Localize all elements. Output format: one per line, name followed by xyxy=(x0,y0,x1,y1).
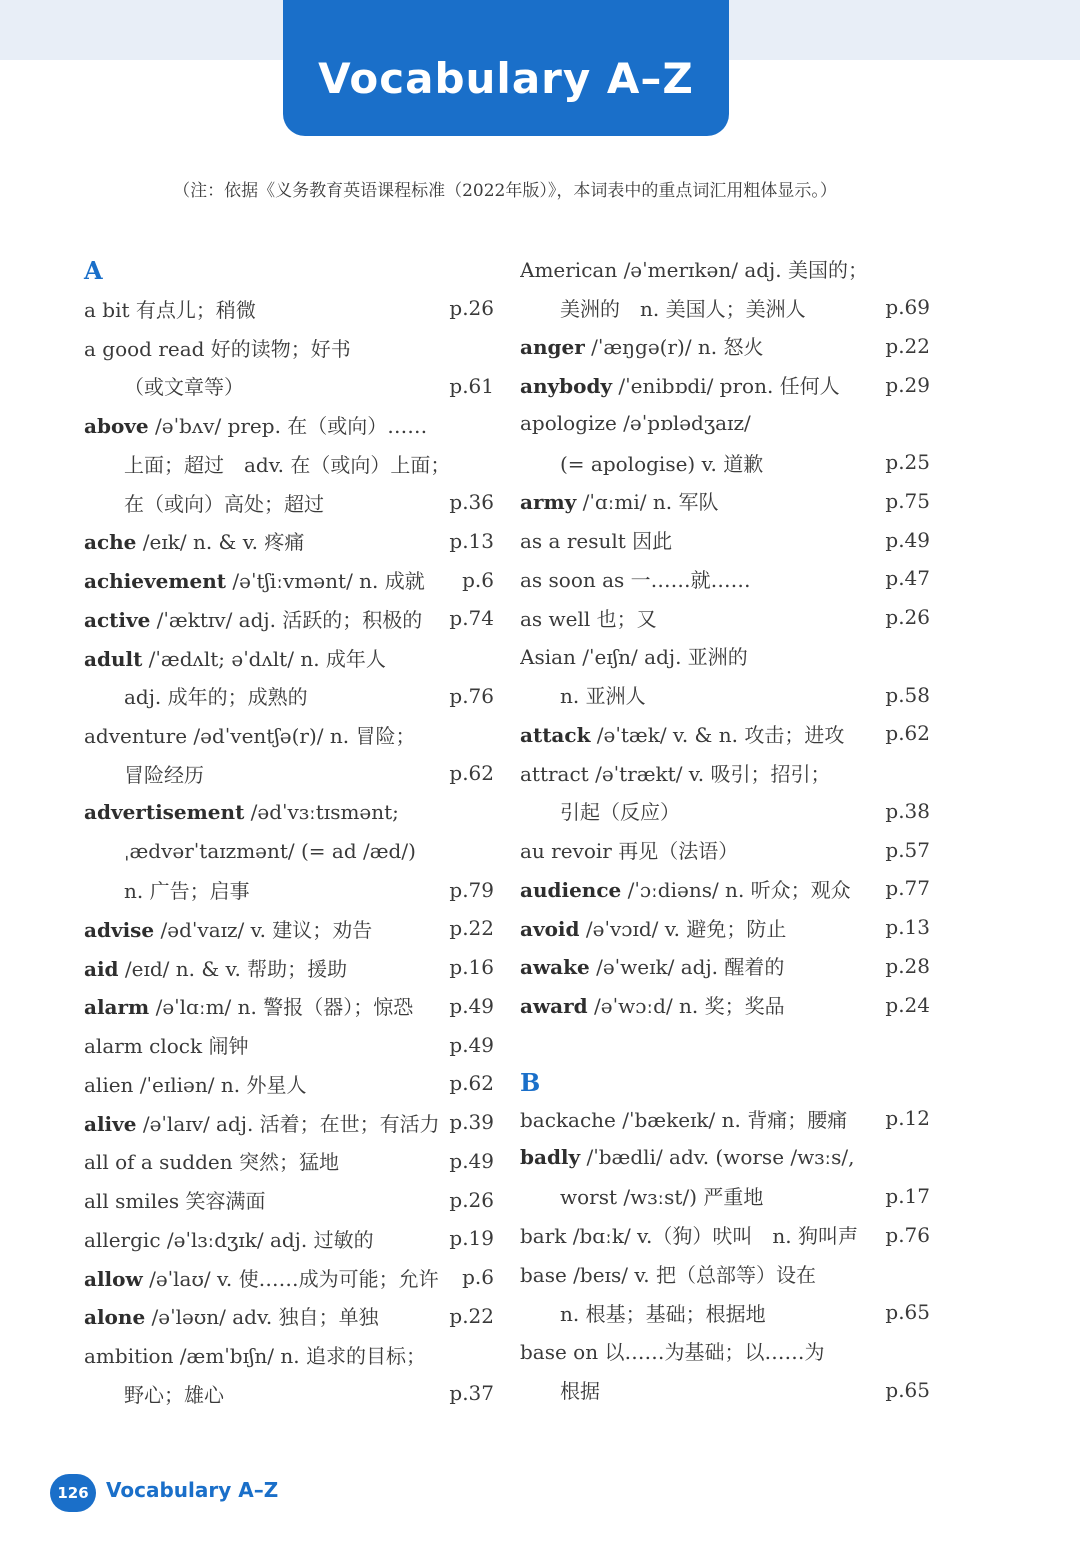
vocab-entry xyxy=(84,832,494,871)
entry-page-ref: p.6 xyxy=(462,567,494,592)
entry-page-ref: p.24 xyxy=(885,992,930,1017)
entry-page-ref: p.62 xyxy=(885,721,930,746)
entry-text xyxy=(84,1185,266,1214)
entry-definition: /əˈlaɪv/ adj. 活着；在世；有活力 xyxy=(136,1111,440,1136)
entry-text xyxy=(84,800,399,824)
vocab-entry xyxy=(84,1335,494,1374)
vocab-entry xyxy=(520,792,930,831)
vocab-entry xyxy=(520,365,930,404)
entry-page-ref: p.62 xyxy=(449,761,494,786)
entry-headword: awake xyxy=(520,955,590,980)
entry-definition: apologize /əˈpɒlədʒaɪz/ xyxy=(520,411,751,436)
entry-text xyxy=(520,680,646,709)
vocab-entry xyxy=(520,482,930,521)
entry-page-ref: p.58 xyxy=(885,682,930,707)
vocab-entry xyxy=(84,948,494,987)
entry-headword: anybody xyxy=(520,374,613,399)
entry-definition: 上面；超过 adv. 在（或向）上面； xyxy=(124,452,451,477)
vocab-entry xyxy=(520,559,930,598)
entry-page-ref: p.17 xyxy=(885,1183,930,1208)
entry-page-ref: p.28 xyxy=(885,953,930,978)
entry-definition: /ˈædʌlt; əˈdʌlt/ n. 成年人 xyxy=(142,646,386,671)
entry-definition: as a result 因此 xyxy=(520,529,673,554)
vocab-entry xyxy=(84,560,494,599)
entry-text xyxy=(84,604,422,633)
vocab-entry xyxy=(520,1332,930,1371)
entry-text xyxy=(84,759,204,788)
vocab-entry xyxy=(520,714,930,753)
vocab-entry xyxy=(84,677,494,716)
vocab-entry xyxy=(520,1370,930,1409)
entry-text xyxy=(84,371,244,400)
vocab-entry xyxy=(84,522,494,561)
entry-headword: avoid xyxy=(520,916,580,941)
vocab-entry xyxy=(84,870,494,909)
entry-definition: /əˈlɑːm/ n. 警报（器）；惊恐 xyxy=(149,995,414,1020)
vocab-entry xyxy=(520,753,930,792)
entry-page-ref: p.38 xyxy=(885,798,930,823)
entry-definition: all smiles 笑容满面 xyxy=(84,1189,266,1214)
vocab-entry xyxy=(84,987,494,1026)
entry-text xyxy=(520,525,672,554)
entry-text xyxy=(520,719,844,748)
vocab-entry xyxy=(84,909,494,948)
entry-definition: bark /bɑːk/ v.（狗）吠叫 n. 狗叫声 xyxy=(520,1224,858,1249)
entry-page-ref: p.16 xyxy=(449,955,494,980)
entry-headword: alarm xyxy=(84,995,150,1020)
entry-page-ref: p.6 xyxy=(462,1265,494,1290)
vocab-entry xyxy=(520,908,930,947)
entry-text xyxy=(520,874,851,903)
vocab-entry xyxy=(520,443,930,482)
vocab-entry xyxy=(520,1138,930,1177)
entry-definition: /eɪk/ n. & v. 疼痛 xyxy=(136,530,305,555)
entry-text xyxy=(84,526,304,555)
entry-definition: /əˈbʌv/ prep. 在（或向）…… xyxy=(148,414,428,439)
entry-definition: a bit 有点儿；稍微 xyxy=(84,297,256,322)
entry-definition: alarm clock 闹钟 xyxy=(84,1034,249,1059)
vocab-entry xyxy=(84,367,494,406)
entry-text xyxy=(84,410,427,439)
entry-definition: /əˈtæk/ v. & n. 攻击；进攻 xyxy=(590,722,845,747)
entry-text xyxy=(520,486,718,515)
entry-definition: allergic /əˈlɜːdʒɪk/ adj. 过敏的 xyxy=(84,1227,374,1252)
vocab-entry xyxy=(84,1180,494,1219)
vocab-entry xyxy=(520,637,930,676)
vocab-entry xyxy=(84,1064,494,1103)
vocab-entry xyxy=(84,1374,494,1413)
vocab-entry xyxy=(520,1293,930,1332)
entry-text xyxy=(84,333,351,362)
vocab-entry xyxy=(84,483,494,522)
entry-headword: adult xyxy=(84,646,143,671)
entry-text xyxy=(84,1263,439,1292)
entry-headword: ache xyxy=(84,530,137,555)
entry-page-ref: p.76 xyxy=(885,1222,930,1247)
entry-text xyxy=(520,370,840,399)
entry-definition: ambition /æmˈbɪʃn/ n. 追求的目标； xyxy=(84,1344,427,1369)
entry-definition: /əˈtʃiːvmənt/ n. 成就 xyxy=(226,569,425,594)
entry-definition: a good read 好的读物；好书 xyxy=(84,336,351,361)
entry-headword: alone xyxy=(84,1305,146,1330)
entry-definition: /ˈɔːdiəns/ n. 听众；观众 xyxy=(621,877,851,902)
entry-headword: alive xyxy=(84,1111,137,1136)
vocab-entry xyxy=(84,638,494,677)
entry-definition: American /əˈmerɪkən/ adj. 美国的； xyxy=(520,257,868,282)
entry-definition: /ˈbædli/ adv. (worse /wɜːs/, xyxy=(580,1145,855,1170)
entry-text xyxy=(84,914,372,943)
entry-text xyxy=(520,1375,600,1404)
entry-text xyxy=(84,991,413,1020)
vocab-entry xyxy=(520,598,930,637)
entry-text xyxy=(520,796,680,825)
entry-page-ref: p.26 xyxy=(449,296,494,321)
entry-text xyxy=(520,990,785,1019)
entry-definition: 引起（反应） xyxy=(560,800,680,825)
entry-page-ref: p.49 xyxy=(449,993,494,1018)
entry-text xyxy=(520,331,764,360)
entry-page-ref: p.22 xyxy=(449,916,494,941)
vocab-entry xyxy=(520,1177,930,1216)
entry-headword: above xyxy=(84,414,149,439)
entry-page-ref: p.62 xyxy=(449,1071,494,1096)
entry-page-ref: p.25 xyxy=(885,450,930,475)
entry-definition: n. 亚洲人 xyxy=(560,684,646,709)
entry-text xyxy=(84,1340,426,1369)
entry-definition: as soon as 一……就…… xyxy=(520,567,751,592)
entry-definition: /ˈæktɪv/ adj. 活跃的；积极的 xyxy=(150,607,423,632)
entry-page-ref: p.61 xyxy=(449,373,494,398)
entry-text xyxy=(84,1301,379,1330)
entry-definition: all of a sudden 突然；猛地 xyxy=(84,1150,339,1175)
entry-headword: audience xyxy=(520,877,622,902)
entry-text xyxy=(520,1298,766,1327)
vocab-entry xyxy=(520,675,930,714)
vocab-entry xyxy=(84,444,494,483)
entry-definition: /əˈvɔɪd/ v. 避免；防止 xyxy=(579,916,787,941)
vocab-entry xyxy=(84,599,494,638)
entry-page-ref: p.36 xyxy=(449,490,494,515)
vocab-entry xyxy=(520,830,930,869)
vocab-entry xyxy=(84,1103,494,1142)
vocab-entry xyxy=(520,249,930,288)
entry-text xyxy=(84,1224,374,1253)
entry-definition: worst /wɜːst/) 严重地 xyxy=(560,1185,764,1210)
entry-definition: au revoir 再见（法语） xyxy=(520,839,739,864)
vocab-entry xyxy=(84,754,494,793)
entry-definition: /əˈlaʊ/ v. 使……成为可能；允许 xyxy=(142,1266,439,1291)
entry-definition: adj. 成年的；成熟的 xyxy=(124,685,308,710)
entry-headword: anger xyxy=(520,335,585,360)
entry-text xyxy=(84,953,347,982)
entry-text xyxy=(520,254,868,283)
entry-text xyxy=(520,448,763,477)
entry-definition: base /beɪs/ v. 把（总部等）设在 xyxy=(520,1262,816,1287)
vocab-entry xyxy=(84,1219,494,1258)
entry-definition: /eɪd/ n. & v. 帮助；援助 xyxy=(118,956,348,981)
note-text: （注：依据《义务教育英语课程标准（2022年版）》，本词表中的重点词汇用粗体显示。） xyxy=(173,181,837,201)
entry-definition: alien /ˈeɪliən/ n. 外星人 xyxy=(84,1072,307,1097)
entry-definition: n. 广告；启事 xyxy=(124,879,250,904)
entry-definition: attract /əˈtrækt/ v. 吸引；招引； xyxy=(520,761,831,786)
page-title: Vocabulary A–Z xyxy=(318,53,694,103)
entry-text xyxy=(84,1030,248,1059)
entry-text xyxy=(520,1336,824,1365)
entry-page-ref: p.37 xyxy=(449,1381,494,1406)
entry-page-ref: p.12 xyxy=(885,1106,930,1131)
vocab-entry xyxy=(84,289,494,328)
entry-definition: 冒险经历 xyxy=(124,762,204,787)
vocab-entry xyxy=(84,328,494,367)
entry-headword: allow xyxy=(84,1266,143,1291)
vocab-entry xyxy=(520,869,930,908)
entry-page-ref: p.22 xyxy=(885,333,930,358)
vocab-entry xyxy=(84,793,494,832)
entry-page-ref: p.75 xyxy=(885,488,930,513)
entry-text xyxy=(84,1379,224,1408)
entry-text xyxy=(84,1069,306,1098)
entry-text xyxy=(520,603,657,632)
entry-page-ref: p.22 xyxy=(449,1303,494,1328)
entry-page-ref: p.13 xyxy=(449,528,494,553)
entry-definition: /ədˈvɜːtɪsmənt; xyxy=(244,800,399,825)
entry-text xyxy=(520,1220,858,1249)
entry-page-ref: p.57 xyxy=(885,837,930,862)
entry-text xyxy=(520,641,748,670)
entry-page-ref: p.74 xyxy=(449,606,494,631)
entry-definition: 美洲的 n. 美国人；美洲人 xyxy=(560,296,806,321)
vocab-entry xyxy=(84,1142,494,1181)
entry-definition: ˌædvərˈtaɪzmənt/ (= ad /æd/) xyxy=(124,838,416,863)
vocab-entry xyxy=(84,715,494,754)
entry-definition: /ˈenibɒdi/ pron. 任何人 xyxy=(612,374,840,399)
entry-page-ref: p.49 xyxy=(449,1032,494,1057)
entry-text xyxy=(520,564,751,593)
entry-text xyxy=(84,449,450,478)
entry-definition: /ˈæŋgə(r)/ n. 怒火 xyxy=(584,335,764,360)
entry-page-ref: p.49 xyxy=(885,527,930,552)
title-tab xyxy=(283,0,729,136)
entry-text xyxy=(84,839,416,863)
entry-definition: /əˈweɪk/ adj. 醒着的 xyxy=(589,955,785,980)
entry-definition: n. 根基；基础；根据地 xyxy=(560,1301,766,1326)
entry-page-ref: p.47 xyxy=(885,566,930,591)
entry-page-ref: p.79 xyxy=(449,877,494,902)
entry-definition: 根据 xyxy=(560,1379,600,1404)
vocab-entry xyxy=(84,1025,494,1064)
entry-definition: adventure /ədˈventʃə(r)/ n. 冒险； xyxy=(84,724,416,749)
entry-text xyxy=(520,1181,763,1210)
entry-headword: advertisement xyxy=(84,800,245,825)
vocab-entry xyxy=(520,1254,930,1293)
entry-definition: （或文章等） xyxy=(124,375,244,400)
entry-page-ref: p.29 xyxy=(885,372,930,397)
entry-text xyxy=(520,758,830,787)
entry-headword: aid xyxy=(84,956,119,981)
entry-definition: /ˈɑːmi/ n. 军队 xyxy=(576,490,719,515)
entry-headword: award xyxy=(520,994,588,1019)
vocab-entry xyxy=(520,520,930,559)
entry-definition: Asian /ˈeɪʃn/ adj. 亚洲的 xyxy=(520,645,748,670)
entry-text xyxy=(84,1108,440,1137)
entry-definition: /əˈwɔːd/ n. 奖；奖品 xyxy=(587,994,785,1019)
entry-page-ref: p.39 xyxy=(449,1110,494,1135)
section-letter-a: A xyxy=(84,256,103,285)
page-number-badge: 126 xyxy=(50,1474,96,1512)
footer-title: Vocabulary A–Z xyxy=(106,1478,279,1502)
entry-text xyxy=(84,1146,339,1175)
entry-text xyxy=(84,565,425,594)
entry-page-ref: p.19 xyxy=(449,1226,494,1251)
entry-definition: (= apologise) v. 道歉 xyxy=(560,451,764,476)
vocab-entry xyxy=(84,405,494,444)
entry-page-ref: p.26 xyxy=(885,605,930,630)
entry-page-ref: p.65 xyxy=(885,1300,930,1325)
entry-definition: /əˈləʊn/ adv. 独自；单独 xyxy=(145,1305,379,1330)
entry-page-ref: p.13 xyxy=(885,915,930,940)
entry-headword: advise xyxy=(84,917,155,942)
entry-text xyxy=(84,681,308,710)
entry-text xyxy=(520,913,786,942)
vocab-entry xyxy=(520,985,930,1024)
entry-definition: backache /ˈbækeɪk/ n. 背痛；腰痛 xyxy=(520,1107,848,1132)
entry-text xyxy=(520,835,738,864)
entry-definition: 野心；雄心 xyxy=(124,1382,224,1407)
entry-text xyxy=(84,294,256,323)
entry-text xyxy=(84,720,415,749)
entry-definition: as well 也；又 xyxy=(520,606,657,631)
entry-page-ref: p.65 xyxy=(885,1377,930,1402)
entry-text xyxy=(84,875,250,904)
entry-headword: achievement xyxy=(84,569,227,594)
entry-text xyxy=(84,488,324,517)
vocab-entry xyxy=(84,1258,494,1297)
entry-definition: 在（或向）高处；超过 xyxy=(124,491,324,516)
vocab-entry xyxy=(520,404,930,443)
entry-headword: badly xyxy=(520,1145,581,1170)
vocab-entry xyxy=(520,288,930,327)
vocab-entry xyxy=(520,327,930,366)
entry-page-ref: p.76 xyxy=(449,683,494,708)
entry-page-ref: p.49 xyxy=(449,1148,494,1173)
entry-headword: active xyxy=(84,607,151,632)
vocab-entry xyxy=(520,1215,930,1254)
section-letter-b: B xyxy=(520,1068,541,1097)
entry-page-ref: p.69 xyxy=(885,295,930,320)
entry-text xyxy=(520,411,751,435)
entry-text xyxy=(520,951,784,980)
entry-text xyxy=(520,1259,816,1288)
vocab-entry xyxy=(520,1099,930,1138)
entry-text xyxy=(84,643,386,672)
entry-text xyxy=(520,293,806,322)
entry-definition: /ədˈvaɪz/ v. 建议；劝告 xyxy=(154,917,373,942)
entry-page-ref: p.77 xyxy=(885,876,930,901)
entry-definition: base on 以……为基础；以……为 xyxy=(520,1340,825,1365)
entry-headword: attack xyxy=(520,722,591,747)
vocab-entry xyxy=(84,1297,494,1336)
entry-page-ref: p.26 xyxy=(449,1187,494,1212)
entry-text xyxy=(520,1104,847,1133)
entry-headword: army xyxy=(520,490,577,515)
entry-text xyxy=(520,1145,855,1169)
vocab-entry xyxy=(520,947,930,986)
